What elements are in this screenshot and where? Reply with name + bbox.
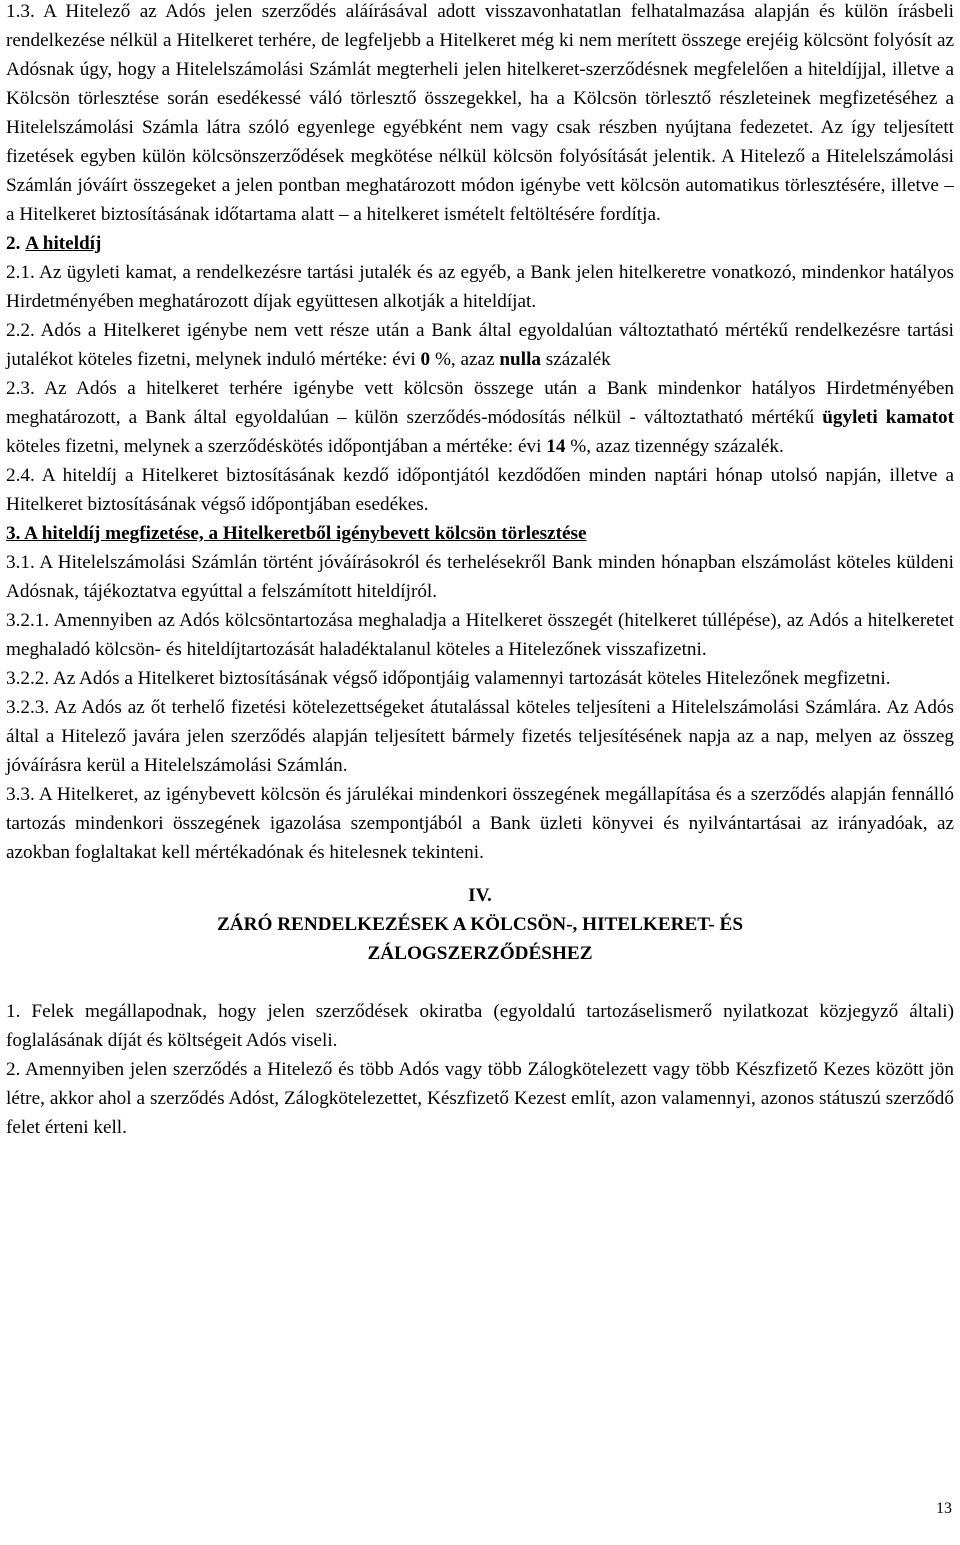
paragraph-3-1: 3.1. A Hitelelszámolási Számlán történt jóváírásokról és terhelésekről Bank minden hónapban elszámolást köteles küldeni Adósnak, tájékoztatva egyúttal a felszámított hiteldíjról.	[6, 552, 954, 602]
paragraph-1-3: 1.3. A Hitelező az Adós jelen szerződés aláírásával adott visszavonhatatlan felhatalmazása alapján és külön írásbeli rendelkezése nélkül a Hitelkeret terhére, de legfeljebb a Hitelkeret még ki nem merített összege erejéig kölcsönt folyósít az Adósnak úgy, hogy a Hitelelszámolási Számlát megterheli jelen hitelkeret-szerződésnek megfelelően a hiteldíjjal, illetve a Kölcsön törlesztése során esedékessé váló törlesztő összegekkel, ha a Kölcsön törlesztő részleteinek megfizetéséhez a Hitelelszámolási Számla látra szóló egyenlege egyébként nem vagy csak részben nyújtana fedezetet. Az így teljesített fizetések egyben külön kölcsönszerződések megkötése nélkül kölcsön folyósítását jelentik. A Hitelező a Hitelelszámolási Számlán jóváírt összegeket a jelen pontban meghatározott módon igénybe vett kölcsön automatikus törlesztésére, illetve – a Hitelkeret biztosításának időtartama alatt – a hitelkeret ismételt feltöltésére fordítja.	[6, 1, 954, 225]
paragraph-2-2-text-2: %, azaz	[430, 349, 500, 370]
paragraph-2-3-text-2: köteles fizetni, melynek a szerződéskötés időpontjában a mértéke: évi	[6, 436, 547, 457]
section-2-title: A hiteldíj	[25, 233, 102, 254]
document-page	[6, 0, 954, 1142]
chapter-title-line-1: ZÁRÓ RENDELKEZÉSEK A KÖLCSÖN-, HITELKERET- ÉS	[216, 914, 744, 935]
paragraph-3-3: 3.3. A Hitelkeret, az igénybevett kölcsön és járulékai mindenkori összegének megállapítása és a szerződés alapján fennálló tartozás mindenkori összegének igazolása szempontjából a Bank üzleti könyvei és nyilvántartásai az irányadóak, az azokban foglaltakat kell mértékadónak és hitelesnek tekinteni.	[6, 784, 954, 863]
section-2-heading	[6, 229, 954, 258]
paragraph-2-4: 2.4. A hiteldíj a Hitelkeret biztosításának kezdő időpontjától kezdődően minden naptári hónap utolsó napján, illetve a Hitelkeret biztosításának végső időpontjában esedékes.	[6, 465, 954, 515]
paragraph-2-3	[6, 374, 954, 461]
section-2-number: 2.	[6, 233, 21, 254]
section-3-title: 3. A hiteldíj megfizetése, a Hitelkeretből igénybevett kölcsön törlesztése	[6, 523, 587, 544]
paragraph-2-2-text: 2.2. Adós a Hitelkeret igénybe nem vett része után a Bank által egyoldalúan változtatható mértékű rendelkezésre tartási jutalékot köteles fizetni, melynek induló mértéke: évi	[6, 320, 954, 370]
paragraph-2-3-text-3: %, azaz tizennégy százalék.	[565, 436, 784, 457]
commitment-fee-word: nulla	[499, 349, 541, 370]
section-3-heading	[6, 519, 954, 548]
interest-term: ügyleti kamatot	[822, 407, 954, 428]
paragraph-2-2	[6, 316, 954, 374]
commitment-fee-rate: 0	[420, 349, 431, 370]
paragraph-iv-2: 2. Amennyiben jelen szerződés a Hitelező és több Adós vagy több Zálogkötelezett vagy több Készfizető Kezes között jön létre, akkor ahol a szerződés Adóst, Zálogkötelezettet, Készfizető Kezest említ, azon valamennyi, azonos státuszú szerződő felet érteni kell.	[6, 1059, 954, 1138]
interest-rate: 14	[546, 436, 566, 457]
paragraph-3-2-1: 3.2.1. Amennyiben az Adós kölcsöntartozása meghaladja a Hitelkeret összegét (hitelkeret túllépése), az Adós a hitelkeretet meghaladó kölcsön- és hiteldíjtartozását haladéktalanul köteles a Hitelezőnek visszafizetni.	[6, 610, 954, 660]
paragraph-3-2-3: 3.2.3. Az Adós az őt terhelő fizetési kötelezettségeket átutalással köteles teljesíteni a Hitelelszámolási Számlára. Az Adós által a Hitelező javára jelen szerződés alapján teljesített bármely fizetés teljesítésének napja az a nap, melyen az összeg jóváírásra kerül a Hitelelszámolási Számlán.	[6, 697, 954, 776]
paragraph-3-2-2: 3.2.2. Az Adós a Hitelkeret biztosításának végső időpontjáig valamennyi tartozását köteles Hitelezőnek megfizetni.	[6, 668, 891, 689]
page-number: 13	[936, 1500, 952, 1517]
paragraph-2-1: 2.1. Az ügyleti kamat, a rendelkezésre tartási jutalék és az egyéb, a Bank jelen hitelkeretre vonatkozó, mindenkor hatályos Hirdetményében meghatározott díjak együttesen alkotják a hiteldíjat.	[6, 262, 954, 312]
paragraph-2-2-text-3: százalék	[541, 349, 611, 370]
chapter-title-line-2: ZÁLOGSZERZŐDÉSHEZ	[367, 943, 593, 964]
paragraph-2-3-text: 2.3. Az Adós a hitelkeret terhére igénybe vett kölcsön összege után a Bank mindenkor hatályos Hirdetményében meghatározott, a Bank által egyoldalúan – külön szerződés-módosítás nélkül - változtatható mértékű	[6, 378, 954, 428]
chapter-roman-numeral: IV.	[468, 885, 492, 906]
paragraph-iv-1: 1. Felek megállapodnak, hogy jelen szerződések okiratba (egyoldalú tartozáselismerő nyilatkozat közjegyző általi) foglalásának díját és költségeit Adós viseli.	[6, 1001, 954, 1051]
